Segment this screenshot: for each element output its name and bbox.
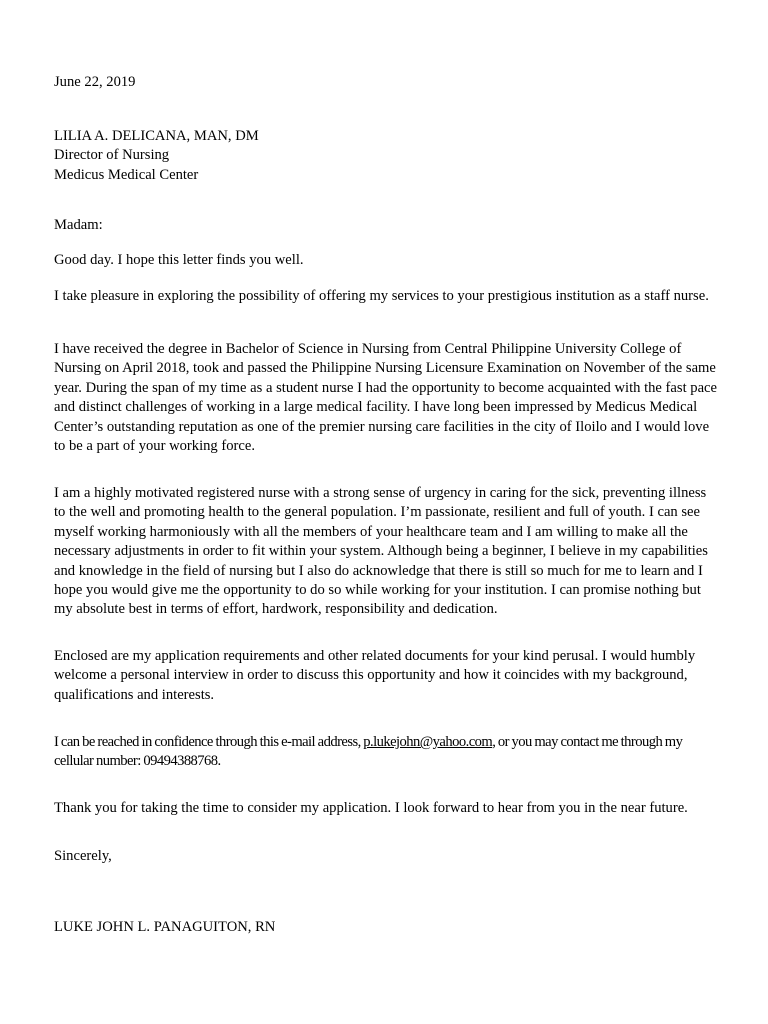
closing-paragraph: Thank you for taking the time to consider my application. I look forward to hear from you in the near future.: [54, 800, 688, 816]
intro-paragraph: I take pleasure in exploring the possibility of offering my services to your prestigious institution as a staff nurse.: [54, 288, 709, 304]
qualities-paragraph: I am a highly motivated registered nurse with a strong sense of urgency in caring for the sick, preventing illness to the well and promoting health to the general population. I’m passionate, resilient and full of youth. I can see myself working harmoniously with all the members of your healthcare team and I am willing to make all the necessary adjustments in order to fit within your system. Although being a beginner, I believe in my capabilities and knowledge in the field of nursing but I also do acknowledge that there is still so much for me to learn and I hope you would give me the opportunity to do so while working for your institution. I can promise nothing but my absolute best in terms of effort, hardwork, responsibility and dedication.: [54, 485, 708, 618]
contact-paragraph: [54, 733, 718, 772]
recipient-name: LILIA A. DELICANA, MAN, DM: [54, 128, 259, 144]
signature-name: LUKE JOHN L. PANAGUITON, RN: [54, 919, 276, 935]
recipient-title: Director of Nursing: [54, 147, 170, 164]
recipient-organization: Medicus Medical Center: [54, 166, 199, 183]
education-paragraph: I have received the degree in Bachelor of Science in Nursing from Central Philippine University College of Nursing on April 2018, took and passed the Philippine Nursing Licensure Examination on November of the same year. During the span of my time as a student nurse I had the opportunity to become acquainted with the fast pace and distinct challenges of working in a large medical facility. I have long been impressed by Medicus Medical Center’s outstanding reputation as one of the premier nursing care facilities in the city of Iloilo and I would love to be a part of your working force.: [54, 341, 718, 455]
contact-text-after: , or you may contact me through my cellular number: 09494388768.: [54, 734, 683, 770]
enclosed-paragraph: Enclosed are my application requirements and other related documents for your kind perusal. I would humbly welcome a personal interview in order to discuss this opportunity and how it coincides with my background, qualifications and interests.: [54, 648, 696, 703]
greeting-paragraph: Good day. I hope this letter finds you well.: [54, 252, 304, 268]
letter-date: June 22, 2019: [54, 74, 136, 90]
contact-text-before: I can be reached in confidence through this e-mail address,: [54, 734, 364, 750]
email-link[interactable]: p.lukejohn@yahoo.com: [363, 734, 493, 750]
closing-salutation: Sincerely,: [54, 848, 112, 864]
salutation: Madam:: [54, 217, 103, 233]
recipient-block: [54, 127, 718, 185]
